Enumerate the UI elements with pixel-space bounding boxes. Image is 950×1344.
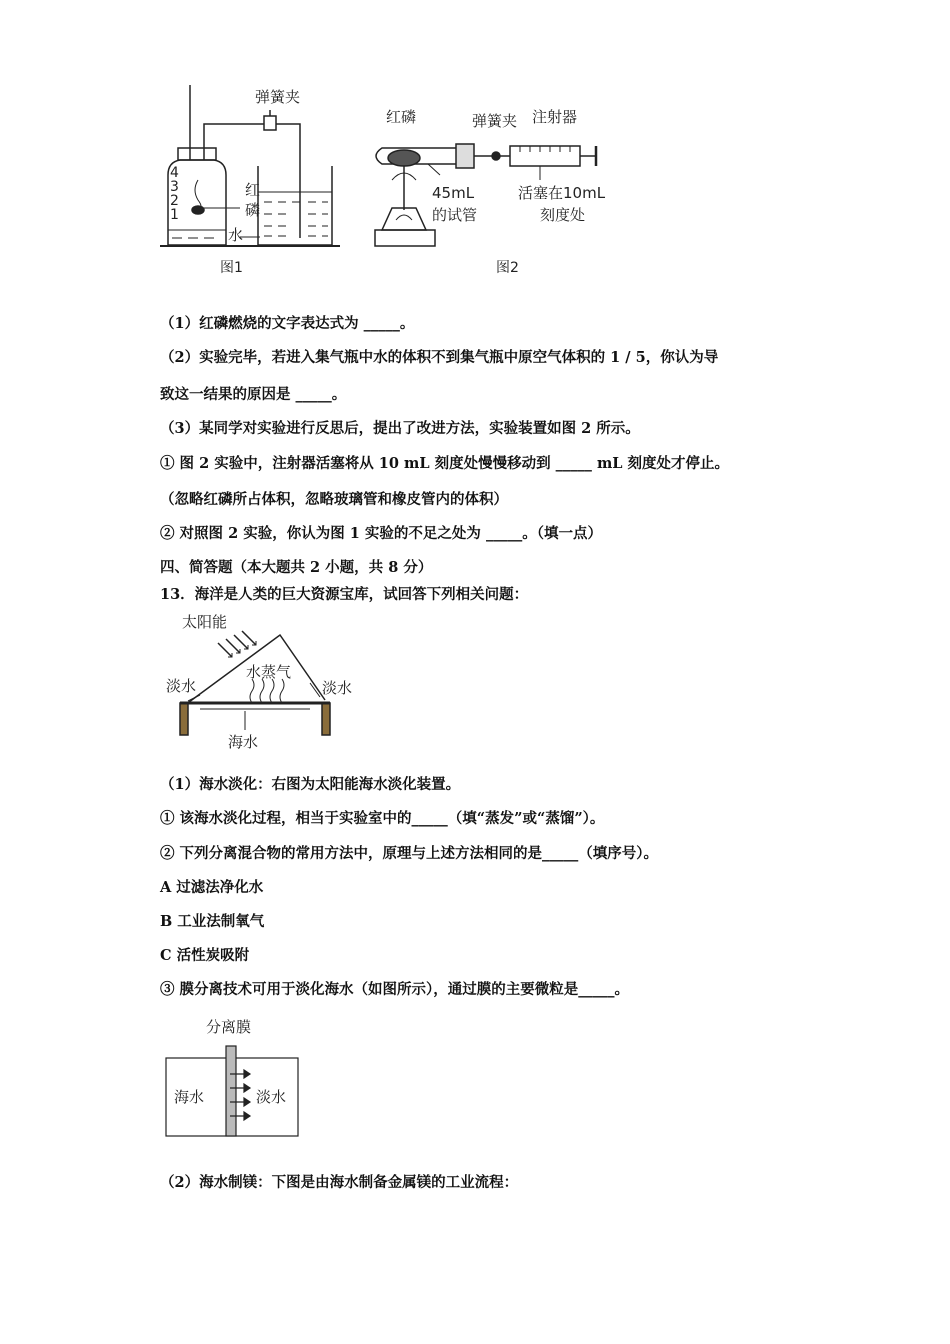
magnesium-question: （2）海水制镁：下图是由海水制备金属镁的工业流程： (160, 1174, 519, 1191)
figure1-caption: 图1 (220, 260, 243, 276)
solar-label: 太阳能 (182, 613, 228, 631)
figure1-phosphorus-label-1: 红 (245, 181, 261, 199)
scale-4: 4 (170, 165, 179, 181)
membrane-fresh-label: 淡水 (256, 1088, 287, 1106)
figure2-tube-label-2: 的试管 (432, 206, 478, 224)
figure2-caption: 图2 (496, 260, 519, 276)
figure1-clamp-label: 弹簧夹 (255, 88, 301, 106)
figure2-phosphorus-label: 红磷 (386, 108, 417, 126)
sea-water-label: 海水 (228, 733, 259, 751)
figure2-tube-label-1: 45mL (432, 184, 475, 202)
question-1: （1）红磷燃烧的文字表达式为 _____。 (160, 315, 415, 332)
vapor-label: 水蒸气 (246, 663, 292, 681)
figure2-clamp-label: 弹簧夹 (472, 112, 518, 130)
figure-membrane (160, 1012, 310, 1142)
figure1-diagram (160, 85, 340, 246)
question-2-line-2: 致这一结果的原因是 _____。 (160, 386, 347, 403)
figure2-piston-label-1: 活塞在10mL (518, 184, 606, 202)
question-3-part-2: ② 对照图 2 实验，你认为图 1 实验的不足之处为 _____。（填一点） (160, 525, 602, 542)
question-3: （3）某同学对实验进行反思后，提出了改进方法，实验装置如图 2 所示。 (160, 420, 640, 437)
scale-1: 1 (170, 207, 179, 223)
figure2-piston-label-2: 刻度处 (540, 206, 586, 224)
option-b: B 工业法制氧气 (160, 913, 265, 930)
figure2-syringe-label: 注射器 (532, 108, 578, 126)
desalination-part-1: ① 该海水淡化过程，相当于实验室中的_____（填“蒸发”或“蒸馏”）。 (160, 810, 605, 827)
option-a: A 过滤法净化水 (160, 879, 264, 896)
figure-solar-desalination (160, 605, 370, 755)
question-13: 13．海洋是人类的巨大资源宝库，试回答下列相关问题： (160, 586, 529, 603)
figure1-phosphorus-label-2: 磷 (245, 201, 261, 219)
scale-3: 3 (170, 179, 179, 195)
figure-apparatus (160, 80, 630, 280)
figure1-water-label: 水 (228, 226, 244, 244)
section-4-heading: 四、简答题（本大题共 2 小题，共 8 分） (160, 559, 433, 576)
membrane-sea-label: 海水 (174, 1088, 205, 1106)
desalination-question: （1）海水淡化：右图为太阳能海水淡化装置。 (160, 776, 461, 793)
fresh-water-left-label: 淡水 (166, 677, 197, 695)
scale-2: 2 (170, 193, 179, 209)
membrane-label: 分离膜 (206, 1018, 252, 1036)
desalination-part-3: ③ 膜分离技术可用于淡化海水（如图所示），通过膜的主要微粒是_____。 (160, 981, 630, 998)
question-3-part-1: ① 图 2 实验中，注射器活塞将从 10 mL 刻度处慢慢移动到 _____ mL 刻度处才停止。 (160, 455, 730, 472)
question-3-note: （忽略红磷所占体积，忽略玻璃管和橡皮管内的体积） (160, 491, 508, 508)
fresh-water-right-label: 淡水 (322, 679, 353, 697)
question-2-line-1: （2）实验完毕，若进入集气瓶中水的体积不到集气瓶中原空气体积的 1 / 5，你认为导 (160, 349, 719, 366)
option-c: C 活性炭吸附 (160, 947, 250, 964)
desalination-part-2: ② 下列分离混合物的常用方法中，原理与上述方法相同的是_____（填序号）。 (160, 845, 659, 862)
